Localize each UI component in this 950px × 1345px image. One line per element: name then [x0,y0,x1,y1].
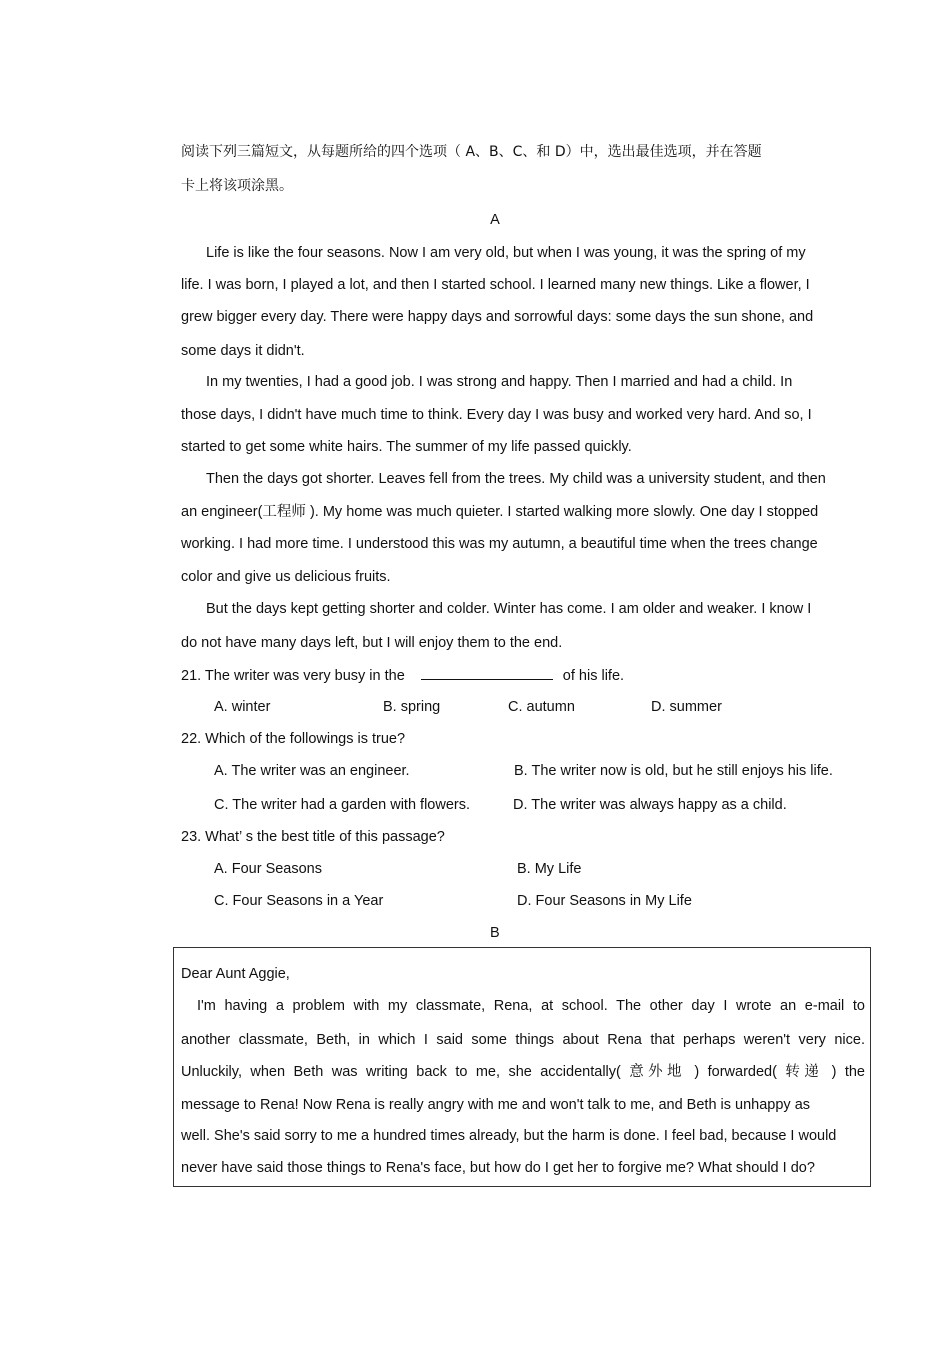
q23-option-d[interactable]: D. Four Seasons in My Life [517,893,692,909]
letter-line: I'm having a problem with my classmate, Rena, at school. The other day I wrote an e-mail to [197,998,865,1014]
q21-option-d[interactable]: D. summer [651,699,722,715]
q21-option-a[interactable]: A. winter [214,699,271,715]
q22-option-c[interactable]: C. The writer had a garden with flowers. [214,797,471,813]
passage-a-line: those days, I didn't have much time to think. Every day I was busy and worked very hard. And so, I [181,407,812,423]
question-21-stem-before: 21. The writer was very busy in the [181,668,405,684]
question-23-stem: 23. What’ s the best title of this passage? [181,829,445,845]
passage-a-line: started to get some white hairs. The summer of my life passed quickly. [181,439,632,455]
passage-a-line: some days it didn't. [181,343,305,359]
passage-a-line: Then the days got shorter. Leaves fell from the trees. My child was a university student, and then [206,471,826,487]
q23-option-a[interactable]: A. Four Seasons [214,861,322,877]
q21-option-c[interactable]: C. autumn [508,699,575,715]
passage-a-line: In my twenties, I had a good job. I was strong and happy. Then I married and had a child. In [206,374,793,390]
section-b-heading: B [490,925,500,941]
q23-option-c[interactable]: C. Four Seasons in a Year [214,893,384,909]
passage-a-line: Life is like the four seasons. Now I am very old, but when I was young, it was the spring of my [206,245,806,261]
question-21-stem-after: of his life. [562,668,625,684]
passage-a-line: color and give us delicious fruits. [181,569,391,585]
q22-option-a[interactable]: A. The writer was an engineer. [214,763,410,779]
instructions-line-1: 阅读下列三篇短文，从每题所给的四个选项（ A、B、C、和 D）中，选出最佳选项，并在答题 [181,144,762,160]
letter-line: another classmate, Beth, in which I said some things about Rena that perhaps weren't very nice. [181,1032,865,1048]
q22-option-d[interactable]: D. The writer was always happy as a child. [513,797,787,813]
question-21 [181,665,624,686]
q23-option-b[interactable]: B. My Life [517,861,582,877]
answer-blank[interactable] [421,665,553,680]
letter-line: never have said those things to Rena's face, but how do I get her to forgive me? What should I do? [181,1160,815,1176]
question-22-stem: 22. Which of the followings is true? [181,731,406,747]
q22-option-b[interactable]: B. The writer now is old, but he still enjoys his life. [514,763,833,779]
letter-line: well. She's said sorry to me a hundred times already, but the harm is done. I feel bad, because I would [181,1128,837,1144]
instructions-line-2: 卡上将该项涂黑。 [181,178,293,194]
section-a-heading: A [490,212,500,228]
letter-salutation: Dear Aunt Aggie, [181,966,290,982]
passage-a-line: an engineer(工程师 ). My home was much quieter. I started walking more slowly. One day I stopped [181,504,819,520]
passage-a-line: life. I was born, I played a lot, and then I started school. I learned many new things. Like a flower, I [181,277,810,293]
passage-a-line: working. I had more time. I understood this was my autumn, a beautiful time when the trees change [181,536,818,552]
letter-line: message to Rena! Now Rena is really angry with me and won't talk to me, and Beth is unhappy as [181,1097,811,1113]
passage-a-line: grew bigger every day. There were happy days and sorrowful days: some days the sun shone, and [181,309,814,325]
q21-option-b[interactable]: B. spring [383,699,441,715]
passage-a-line: But the days kept getting shorter and colder. Winter has come. I am older and weaker. I know I [206,601,812,617]
passage-a-line: do not have many days left, but I will enjoy them to the end. [181,635,563,651]
letter-line: Unluckily, when Beth was writing back to me, she accidentally( 意外地 ) forwarded( 转递 ) the [181,1064,865,1080]
